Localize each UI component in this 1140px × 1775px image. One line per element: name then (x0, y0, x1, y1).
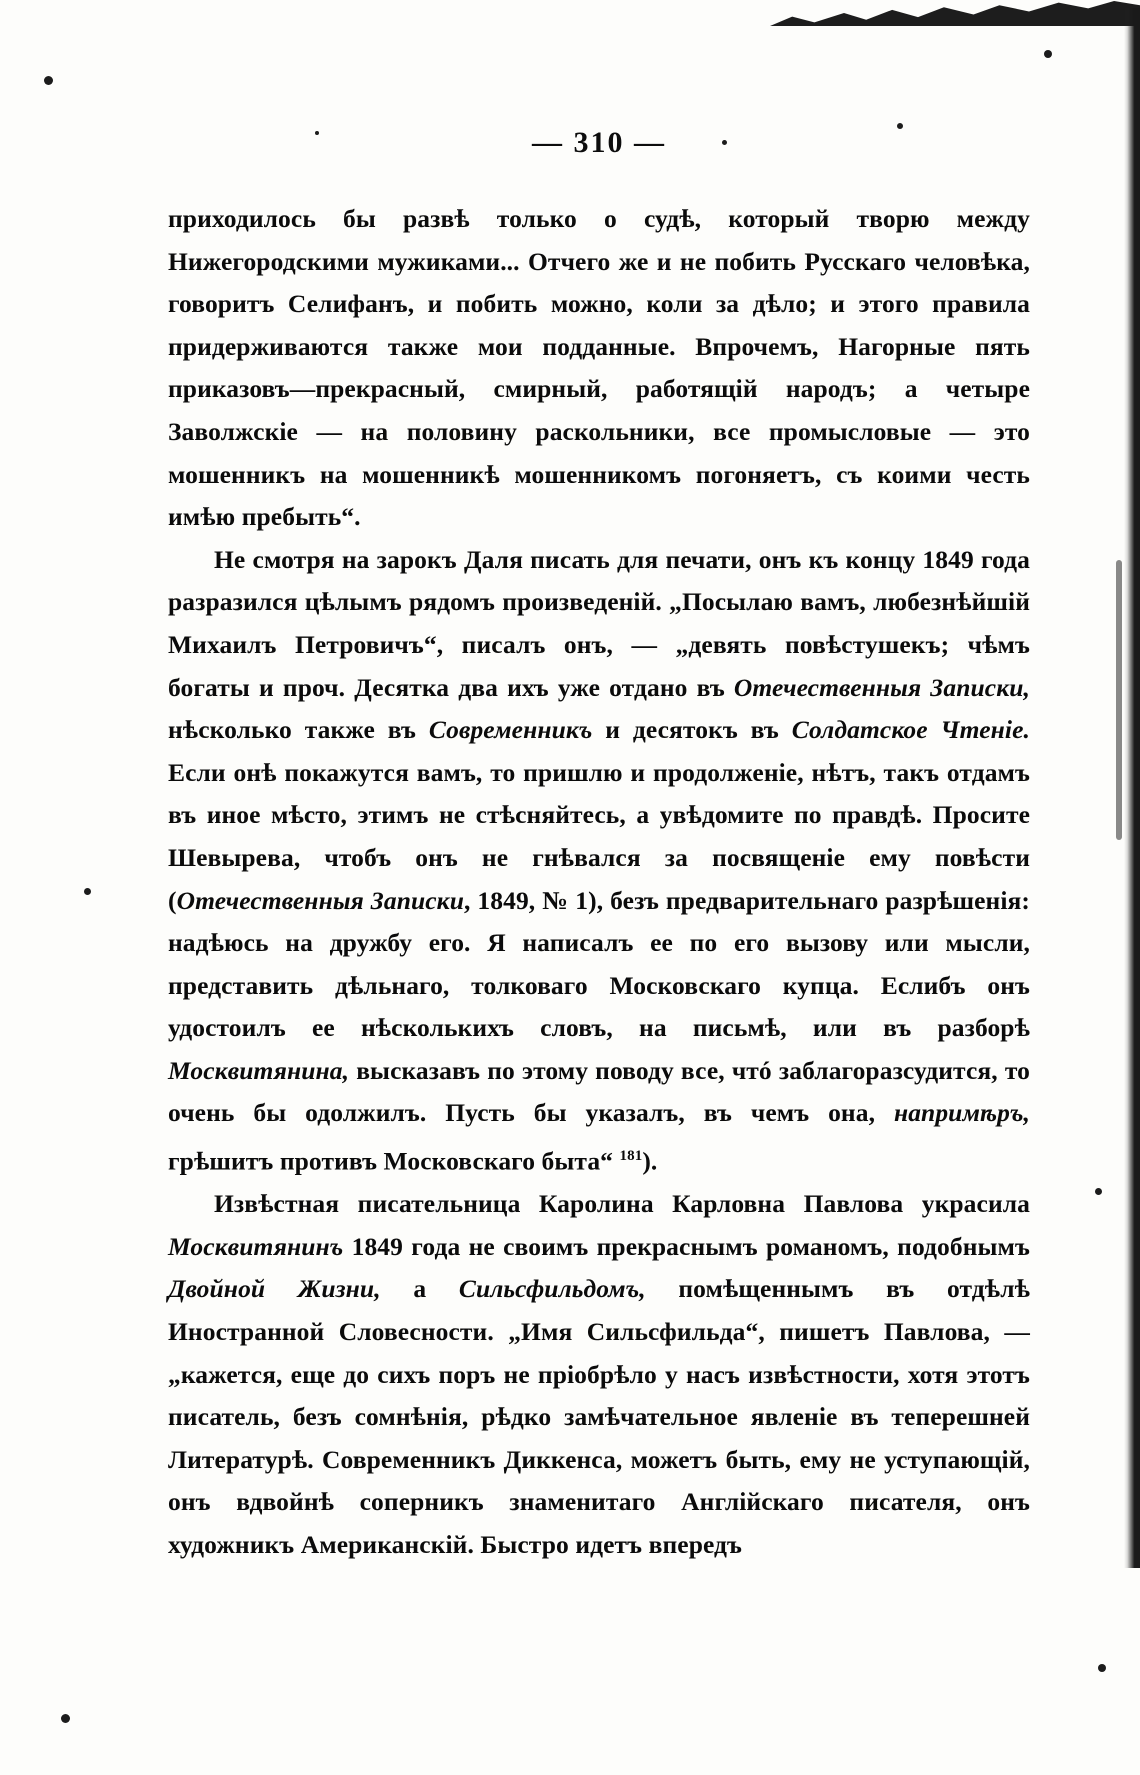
page-number: — 310 — (532, 126, 666, 159)
scan-speck (44, 76, 53, 85)
italic-title: напримѣръ, (893, 1098, 1030, 1128)
body-text (168, 198, 1030, 1567)
page-content (168, 0, 1030, 1567)
italic-title: Сильсфильдомъ, (458, 1274, 646, 1304)
italic-title: Москвитянинъ (168, 1231, 344, 1261)
footnote-reference: 181 (619, 1148, 643, 1165)
text-run: ). (642, 1146, 658, 1176)
text-run: высказавъ по этому поводу все, чтó заблагоразсудится, то очень бы одолжилъ. Пусть бы указалъ, въ чемъ она, (168, 1055, 1030, 1128)
scan-speck (84, 888, 91, 895)
scan-speck (1044, 50, 1052, 58)
paragraph (168, 198, 1030, 539)
text-run: 1849 года не своимъ прекраснымъ романомъ, подобнымъ (343, 1231, 1030, 1261)
italic-title: Москвитянина, (168, 1055, 350, 1085)
text-run: Не смотря на зарокъ Даля писать для печати, онъ къ концу 1849 года разразился цѣлымъ рядомъ произведеній. „Посылаю вамъ, любезнѣйшій Михаилъ Петровичъ“, писалъ онъ, — „девять повѣстушекъ; чѣмъ богаты и проч. Десятка два ихъ уже отдано въ (168, 544, 1030, 702)
text-run: грѣшитъ противъ Московскаго быта“ (168, 1146, 620, 1176)
text-run: помѣщеннымъ въ отдѣлѣ Иностранной Словесности. „Имя Сильсфильда“, пишетъ Павлова, — „кажется, еще до сихъ поръ не пріобрѣло у насъ извѣстности, хотя этотъ писатель, безъ сомнѣнія, рѣдко замѣчательное явленіе въ теперешней Литературѣ. Современникъ Диккенса, можетъ быть, ему не уступающій, онъ вдвойнѣ соперникъ знаменитаго Англійскаго писателя, онъ художникъ Американскій. Быстро идетъ впередъ (168, 1274, 1030, 1559)
scan-speck (1095, 1188, 1102, 1195)
text-run: , 1849, № 1), безъ предварительнаго разрѣшенія: надѣюсь на дружбу его. Я написалъ ее по его вызову или мысли, представить дѣльнаго, толковаго Московскаго купца. Еслибъ онъ удостоилъ ее нѣсколькихъ словъ, на письмѣ, или въ разборѣ (168, 885, 1030, 1043)
italic-title: Отечественныя Записки (176, 885, 464, 915)
italic-title: Современникъ (428, 715, 593, 745)
text-run: Если онѣ покажутся вамъ, то пришлю и продолженіе, нѣтъ, такъ отдамъ въ иное мѣсто, этимъ не стѣсняйтесь, а увѣдомите по правдѣ. Просите Шевырева, чтобъ онъ не гнѣвался за посвященіе ему повѣсти ( (168, 757, 1030, 915)
italic-title: Солдатское Чтеніе. (791, 715, 1030, 745)
scan-edge-right-secondary-artifact (1116, 560, 1122, 840)
italic-title: Двойной Жизни, (168, 1274, 381, 1304)
text-run: нѣсколько также въ (168, 715, 429, 745)
text-run: Извѣстная писательница Каролина Карловна Павлова украсила (214, 1189, 1030, 1219)
text-run: а (380, 1274, 459, 1304)
text-run: приходилось бы развѣ только о судѣ, который творю между Нижегородскими мужиками... Отчего же и не побить Русскаго человѣка, говоритъ Селифанъ, и побить можно, коли за дѣло; и этого правила придерживаются также мои подданные. Впрочемъ, Нагорные пять приказовъ—прекрасный, смирный, работящій народъ; а четыре Заволжскіе — на половину раскольники, все промысловые — это мошенникъ на мошенникѣ мошенникомъ погоняетъ, съ коими честь имѣю пребыть“. (168, 204, 1030, 532)
paragraph (168, 539, 1030, 1183)
italic-title: Отечественныя Записки, (733, 672, 1030, 702)
text-run: и десятокъ въ (592, 715, 792, 745)
scan-edge-right-artifact (1124, 8, 1140, 1568)
paragraph (168, 1183, 1030, 1566)
scan-speck (61, 1714, 70, 1723)
scan-speck (1098, 1664, 1106, 1672)
